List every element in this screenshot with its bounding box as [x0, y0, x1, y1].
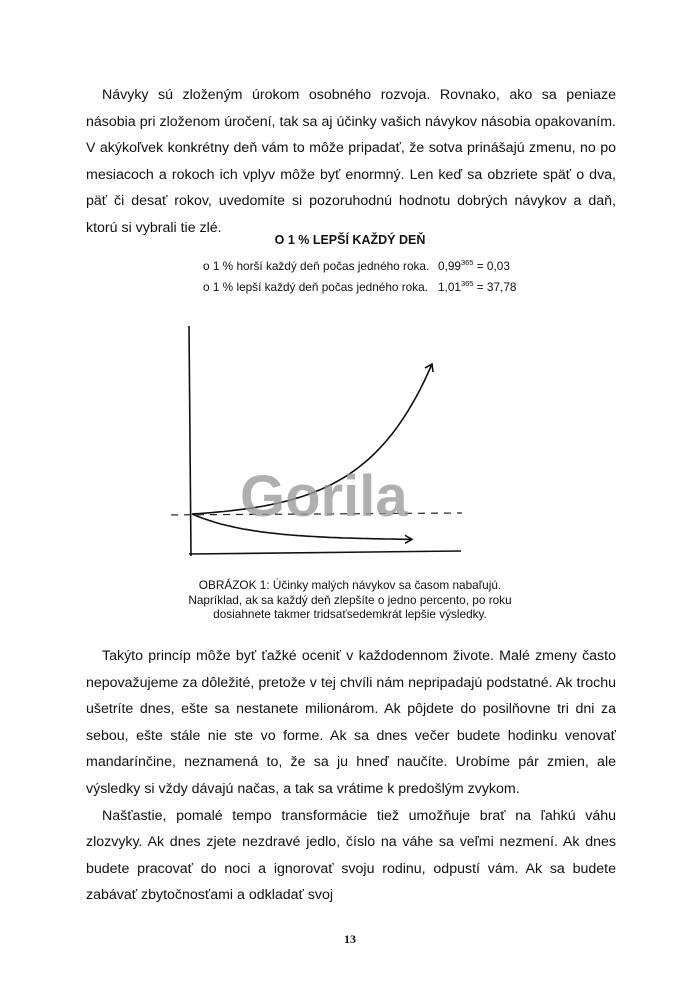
body-paragraph-1: Takýto princíp môže byť ťažké oceniť v každodennom živote. Malé zmeny často nepovažujeme za dôležité, pretože v tej chvíli nám nepripadajú podstatné. Ak trochu ušetríte dnes, ešte sa nestanete milionárom. Ak pôjdete do posilňovne tri dni za sebou, ešte stále nie ste vo forme. Ak sa dnes večer budete hodinku venovať mandarínčine, neznamená to, že sa ju hneď naučíte. Urobíme pár zmien, ale výsledky si vždy dávajú načas, a tak sa vrátime k predošlým zvykom. [86, 648, 616, 797]
watermark: Gorila [240, 464, 408, 529]
figure-caption [0, 578, 700, 622]
page-number: 13 [344, 932, 356, 946]
caption-line-2: Napríklad, ak sa každý deň zlepšíte o jedno percento, po roku [188, 592, 512, 607]
equation-better [203, 279, 517, 294]
body-paragraph-2: Našťastie, pomalé tempo transformácie tiež umožňuje brať na ľahkú váhu zlozvyky. Ak dnes zjete nezdravé jedlo, číslo na váhe sa veľmi nezmení. Ak dnes budete pracovať do noci a ignorovať svoju rodinu, odpustí vám. Ak sa budete zabávať zbytočnosťami a odkladať svoj [86, 807, 616, 904]
intro-paragraph: Návyky sú zloženým úrokom osobného rozvoja. Rovnako, ako sa peniaze násobia pri zloženom úročení, tak sa aj účinky vašich návykov násobia opakovaním. V akýkoľvek konkrétny deň vám to môže pripadať, že sotva prinášajú zmenu, no po mesiacoch a rokoch ich vplyv môže byť enormný. Len keď sa obzriete späť o dva, päť či desať rokov, uvedomíte si pozoruhodnú hodnotu dobrých návykov a daň, ktorú si vybrali tie zlé. [86, 87, 616, 236]
caption-line-3: dosiahnete takmer tridsaťsedemkrát lepšie výsledky. [213, 607, 487, 621]
equation-worse-label: o 1 % horší každý deň počas jedného roka. [203, 259, 430, 273]
caption-line-1: OBRÁZOK 1: Účinky malých návykov sa časom nabaľujú. [198, 578, 502, 592]
equation-better-value: $1,01^{365} = 37,78$ [438, 279, 517, 294]
figure-title: O 1 % LEPŠÍ KAŽDÝ DEŇ [274, 233, 426, 247]
compound-growth-chart [170, 320, 480, 570]
equation-worse [203, 258, 510, 273]
equation-better-label: o 1 % lepší každý deň počas jedného roka. [203, 280, 428, 294]
body-paragraphs [86, 643, 616, 909]
x-axis [189, 551, 461, 554]
equation-worse-value: $0,99^{365} = 0,03$ [438, 258, 510, 273]
y-axis [189, 326, 191, 556]
